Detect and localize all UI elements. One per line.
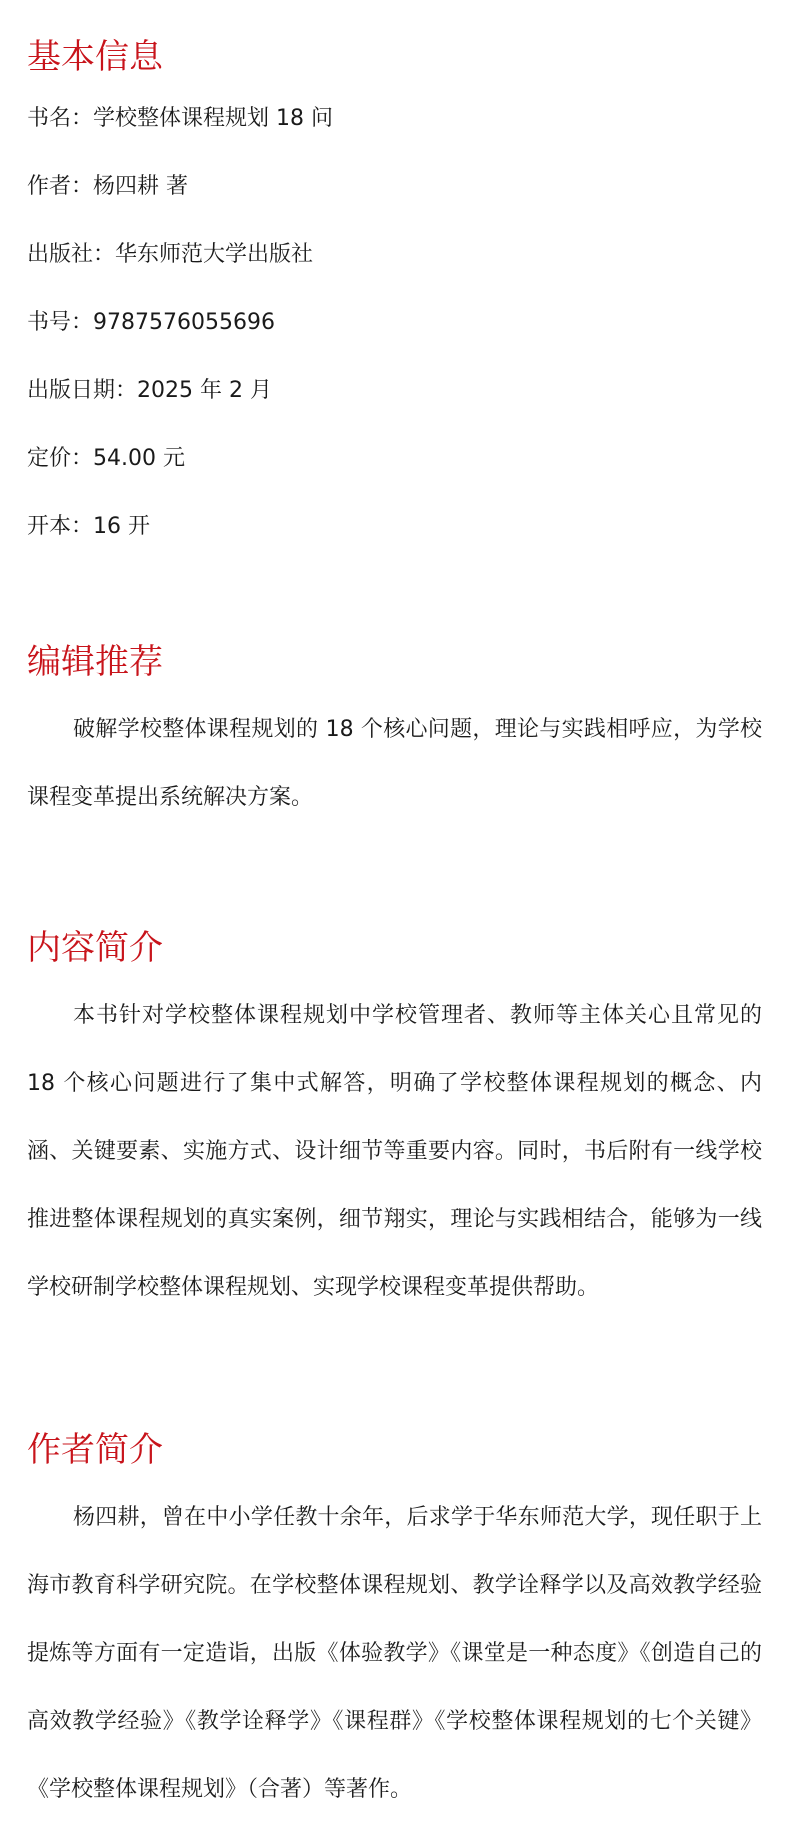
basic-info-list — [27, 104, 762, 542]
info-isbn: 书号：9787576055696 — [27, 310, 275, 335]
editor-recommendation-text: 破解学校整体课程规划的 18 个核心问题，理论与实践相呼应，为学校课程变革提出系统解决方案。 — [27, 717, 762, 810]
info-publisher: 出版社：华东师范大学出版社 — [27, 242, 314, 267]
info-title: 书名：学校整体课程规划 18 问 — [27, 106, 333, 131]
info-publish-date: 出版日期：2025 年 2 月 — [27, 378, 272, 403]
author-summary-text: 杨四耕，曾在中小学任教十余年，后求学于华东师范大学，现任职于上海市教育科学研究院。在学校整体课程规划、教学诠释学以及高效教学经验提炼等方面有一定造诣，出版《体验教学》《课堂是一种态度》《创造自己的高效教学经验》《教学诠释学》《课程群》《学校整体课程规划的七个关键》《学校整体课程规划》（合著）等著作。 — [27, 1505, 762, 1802]
section-heading-content-summary: 内容简介 — [27, 928, 163, 968]
info-author: 作者：杨四耕 著 — [27, 174, 188, 199]
section-heading-basic-info: 基本信息 — [27, 37, 163, 77]
info-format: 开本：16 开 — [27, 514, 150, 539]
content-summary-text: 本书针对学校整体课程规划中学校管理者、教师等主体关心且常见的 18 个核心问题进行了集中式解答，明确了学校整体课程规划的概念、内涵、关键要素、实施方式、设计细节等重要内容。同时，书后附有一线学校推进整体课程规划的真实案例，细节翔实，理论与实践相结合，能够为一线学校研制学校整体课程规划、实现学校课程变革提供帮助。 — [27, 1003, 762, 1300]
section-heading-author-summary: 作者简介 — [27, 1430, 163, 1470]
section-heading-editor-recommendation: 编辑推荐 — [27, 642, 163, 682]
info-price: 定价：54.00 元 — [27, 446, 185, 471]
